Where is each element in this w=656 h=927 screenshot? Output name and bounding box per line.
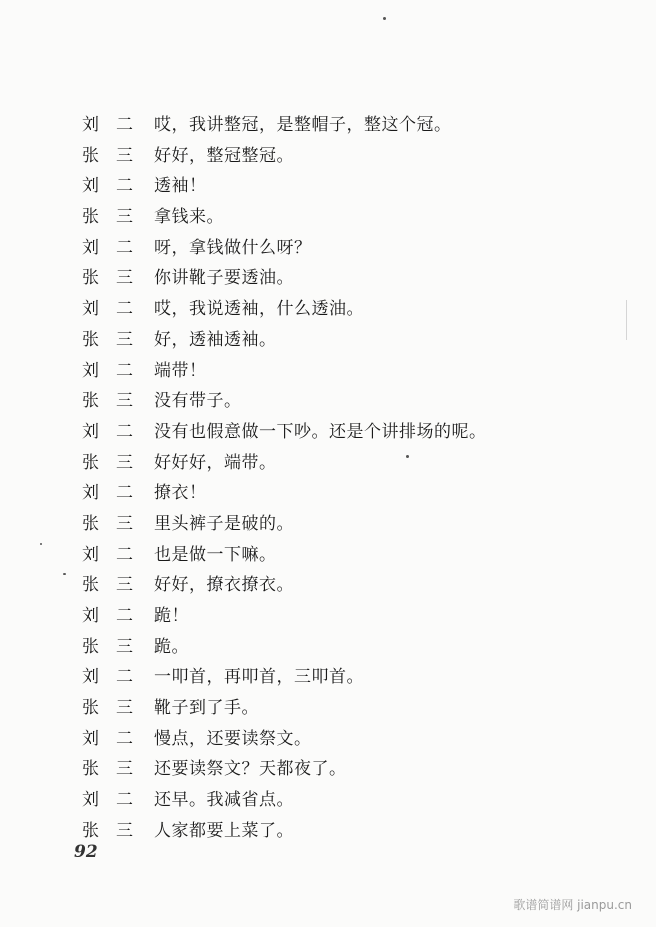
dialogue-line	[82, 233, 602, 264]
dialogue-line	[82, 325, 602, 356]
dialogue-text: 还早。我减省点。	[154, 790, 294, 811]
scan-artifact-line	[626, 300, 627, 340]
speaker-name: 刘 二	[82, 421, 133, 442]
speaker-name: 刘 二	[82, 176, 133, 197]
speaker-name: 张 三	[82, 575, 133, 596]
dialogue-text: 好，透袖透袖。	[154, 329, 277, 350]
speaker-name: 刘 二	[82, 237, 133, 258]
scan-speck	[40, 543, 42, 545]
dialogue-text: 没有也假意做一下吵。还是个讲排场的呢。	[154, 421, 487, 442]
dialogue-line	[82, 110, 602, 141]
speaker-name: 刘 二	[82, 544, 133, 565]
dialogue-line	[82, 570, 602, 601]
dialogue-text: 还要读祭文？天都夜了。	[154, 759, 347, 780]
dialogue-text: 里头裤子是破的。	[154, 513, 294, 534]
dialogue-line	[82, 386, 602, 417]
speaker-name: 张 三	[82, 820, 133, 841]
dialogue-line	[82, 478, 602, 509]
dialogue-line	[82, 662, 602, 693]
dialogue-line	[82, 202, 602, 233]
dialogue-text: 你讲靴子要透油。	[154, 268, 294, 289]
speaker-name: 刘 二	[82, 790, 133, 811]
speaker-name: 张 三	[82, 698, 133, 719]
dialogue-text: 跪！	[154, 606, 189, 626]
dialogue-line	[82, 294, 602, 325]
speaker-name: 刘 二	[82, 667, 133, 688]
speaker-name: 刘 二	[82, 728, 133, 749]
speaker-name: 张 三	[82, 636, 133, 657]
dialogue-text: 也是做一下嘛。	[154, 544, 277, 565]
dialogue-line	[82, 754, 602, 785]
dialogue-text: 好好好，端带。	[154, 452, 277, 473]
dialogue-line	[82, 816, 602, 847]
speaker-name: 张 三	[82, 329, 133, 350]
dialogue-text: 哎，我说透袖，什么透油。	[154, 299, 364, 320]
dialogue-text: 好好，撩衣撩衣。	[154, 575, 294, 596]
dialogue-line	[82, 540, 602, 571]
speaker-name: 刘 二	[82, 360, 133, 381]
dialogue-line	[82, 509, 602, 540]
dialogue-text: 撩衣！	[154, 483, 207, 504]
dialogue-line	[82, 632, 602, 663]
dialogue-line	[82, 141, 602, 172]
dialogue-text: 慢点，还要读祭文。	[154, 728, 312, 749]
dialogue-line	[82, 417, 602, 448]
speaker-name: 刘 二	[82, 483, 133, 504]
dialogue-line	[82, 601, 602, 632]
dialogue-line	[82, 693, 602, 724]
watermark: 歌谱简谱网 jianpu.cn	[513, 898, 632, 912]
dialogue-line	[82, 785, 602, 816]
dialogue-block	[82, 110, 602, 847]
dialogue-text: 拿钱来。	[154, 207, 224, 228]
speaker-name: 张 三	[82, 513, 133, 534]
dialogue-line	[82, 263, 602, 294]
dialogue-text: 端带！	[154, 360, 207, 381]
dialogue-text: 好好，整冠整冠。	[154, 145, 294, 166]
dialogue-line	[82, 356, 602, 387]
speaker-name: 张 三	[82, 391, 133, 412]
page-number: 92	[74, 842, 98, 862]
speaker-name: 刘 二	[82, 606, 133, 626]
dialogue-text: 透袖！	[154, 176, 207, 197]
dialogue-line	[82, 448, 602, 479]
speaker-name: 张 三	[82, 268, 133, 289]
speaker-name: 张 三	[82, 759, 133, 780]
scan-speck	[63, 573, 66, 575]
dialogue-text: 跪。	[154, 636, 189, 657]
dialogue-line	[82, 724, 602, 755]
speaker-name: 刘 二	[82, 299, 133, 320]
dialogue-text: 没有带子。	[154, 391, 242, 412]
speaker-name: 张 三	[82, 145, 133, 166]
dialogue-text: 一叩首，再叩首，三叩首。	[154, 667, 364, 688]
dialogue-text: 靴子到了手。	[154, 698, 259, 719]
dialogue-text: 哎，我讲整冠，是整帽子，整这个冠。	[154, 115, 452, 135]
dialogue-text: 呀，拿钱做什么呀？	[154, 237, 312, 258]
speaker-name: 张 三	[82, 207, 133, 228]
dialogue-line	[82, 171, 602, 202]
speaker-name: 张 三	[82, 452, 133, 473]
scan-speck	[383, 17, 386, 20]
speaker-name: 刘 二	[82, 115, 133, 135]
dialogue-text: 人家都要上菜了。	[154, 820, 294, 841]
